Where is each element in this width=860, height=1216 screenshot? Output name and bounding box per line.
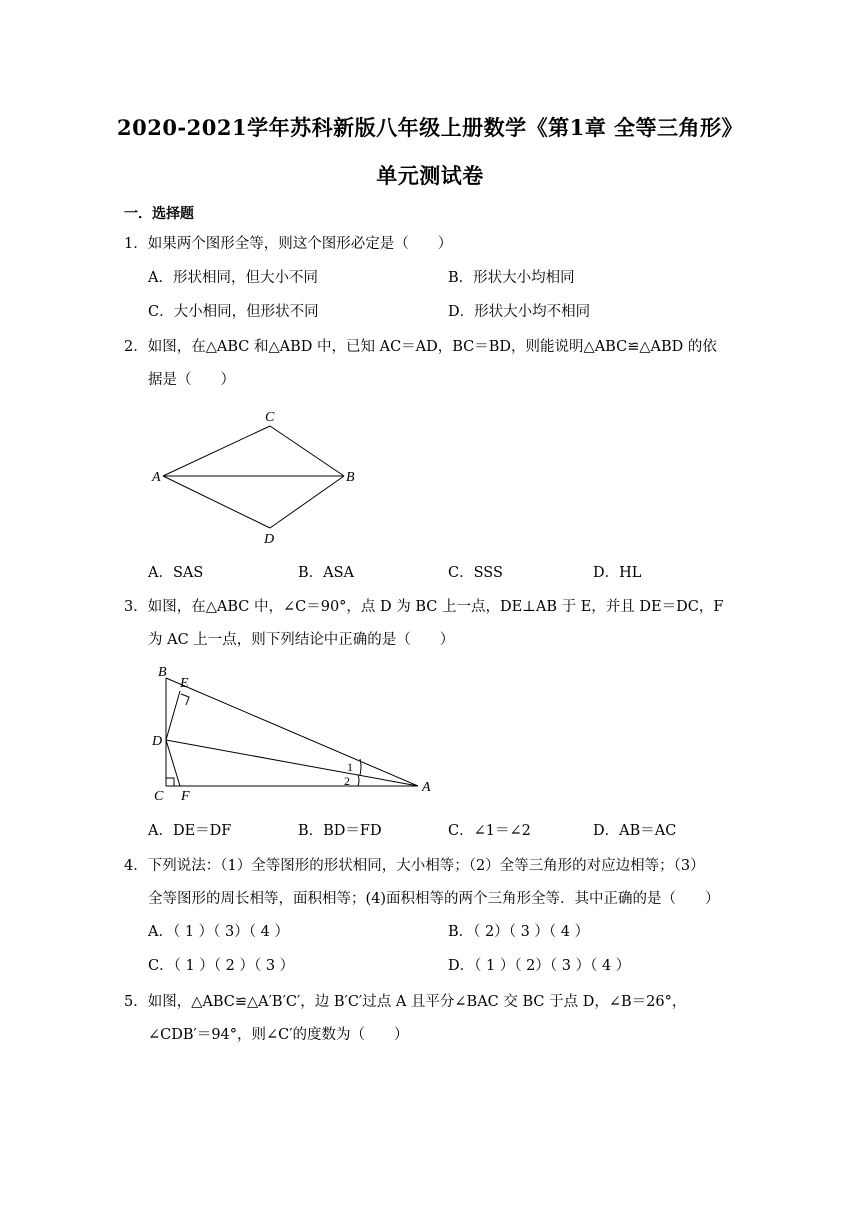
- q4-option-c: C．（ 1 ）（ 2 ）（ 3 ）: [148, 958, 295, 974]
- q3-label-b: B: [158, 665, 167, 680]
- q3-label-angle-1: 1: [347, 760, 353, 774]
- question-1-stem: 1．如果两个图形全等，则这个图形必定是（ ）: [124, 236, 453, 252]
- q4-option-b: B．（ 2）（ 3 ）（ 4 ）: [448, 924, 590, 940]
- q3-right-angle-e: [181, 694, 189, 705]
- q3-segment-da: [166, 740, 418, 786]
- q3-right-angle-c: [166, 778, 174, 786]
- question-4-stem-line2: 全等图形的周长相等，面积相等；(4)面积相等的两个三角形全等．其中正确的是（ ）: [148, 891, 720, 907]
- q3-segment-de: [166, 691, 180, 740]
- section-heading: 一．选择题: [124, 206, 194, 222]
- q3-label-d: D: [152, 734, 163, 749]
- q3-angle-arc-1: [360, 759, 361, 775]
- q1-option-d: D．形状大小均不相同: [448, 304, 591, 320]
- question-4-stem-line1: 4．下列说法：（1）全等图形的形状相同，大小相等；（2）全等三角形的对应边相等；（3）: [124, 858, 705, 874]
- q2-option-d: D．HL: [593, 565, 642, 581]
- page-subtitle: 单元测试卷: [376, 163, 484, 188]
- q4-option-d: D．（ 1 ）（ 2）（ 3 ）（ 4 ）: [448, 958, 631, 974]
- q4-option-a: A．（ 1 ）（ 3）（ 4 ）: [148, 924, 289, 940]
- q3-segment-df: [166, 740, 180, 786]
- q3-option-c: C．∠1＝∠2: [448, 823, 531, 839]
- question-2-stem-line1: 2．如图，在△ABC 和△ABD 中，已知 AC＝AD，BC＝BD，则能说明△ABC≌△ABD 的依: [124, 339, 717, 355]
- q2-option-b: B．ASA: [298, 565, 355, 581]
- q2-segment-ad: [163, 476, 270, 528]
- q3-option-b: B．BD＝FD: [298, 823, 382, 839]
- q2-segment-ac: [163, 426, 270, 476]
- question-3-stem-line2: 为 AC 上一点，则下列结论中正确的是（ ）: [148, 632, 455, 648]
- q3-angle-arc-2: [358, 775, 359, 786]
- page-title: 2020-2021学年苏科新版八年级上册数学《第1章 全等三角形》: [116, 115, 744, 140]
- question-5-stem-line2: ∠CDB′＝94°，则∠C′的度数为（ ）: [148, 1027, 409, 1043]
- q3-label-a: A: [422, 780, 431, 795]
- q3-option-a: A．DE＝DF: [148, 823, 232, 839]
- q3-label-e: E: [180, 676, 189, 691]
- q3-option-d: D．AB＝AC: [593, 823, 677, 839]
- q1-option-c: C．大小相同，但形状不同: [148, 304, 319, 320]
- q2-label-b: B: [346, 470, 355, 485]
- question-3-stem-line1: 3．如图，在△ABC 中，∠C＝90°，点 D 为 BC 上一点，DE⊥AB 于 E，并且 DE＝DC，F: [124, 599, 724, 615]
- question-5-stem-line1: 5．如图，△ABC≌△A′B′C′，边 B′C′过点 A 且平分∠BAC 交 BC 于点 D，∠B＝26°，: [124, 994, 687, 1010]
- q2-option-c: C．SSS: [448, 565, 503, 581]
- q2-label-c: C: [265, 410, 275, 425]
- q3-segment-ba: [166, 678, 418, 786]
- q2-option-a: A．SAS: [148, 565, 204, 581]
- q2-segment-cb: [270, 426, 344, 476]
- q1-option-b: B．形状大小均相同: [448, 270, 575, 286]
- q3-label-f: F: [181, 789, 190, 804]
- q2-segment-db: [270, 476, 344, 528]
- question-2-figure: [148, 404, 360, 546]
- q2-label-d: D: [264, 532, 275, 546]
- question-3-figure: [148, 664, 438, 804]
- question-2-stem-line2: 据是（ ）: [148, 372, 235, 388]
- q3-label-angle-2: 2: [344, 774, 350, 788]
- q2-label-a: A: [152, 470, 161, 485]
- q1-option-a: A．形状相同，但大小不同: [148, 270, 318, 286]
- q3-label-c: C: [154, 789, 164, 804]
